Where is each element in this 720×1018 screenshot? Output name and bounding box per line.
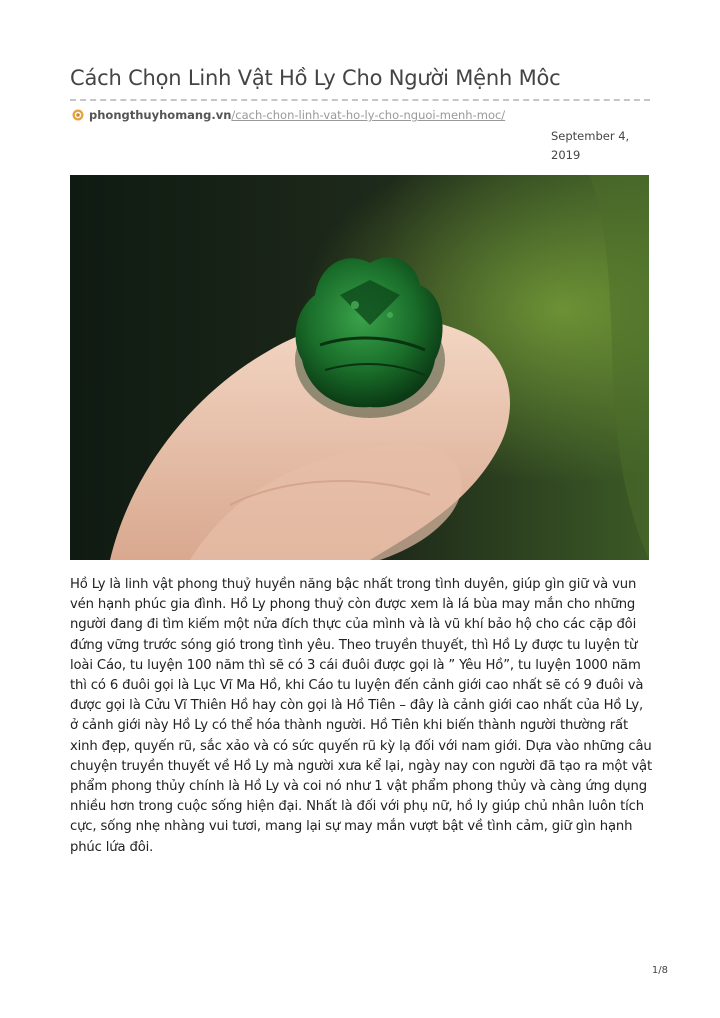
article-body: Hồ Ly là linh vật phong thuỷ huyền năng bậc nhất trong tình duyên, giúp gìn giữ và vun vén hạnh phúc gia đình. Hồ Ly phong thuỷ còn được xem là lá bùa may mắn cho những người đang đi tìm kiếm một nửa đích thực của mình và là vũ khí bảo hộ cho các cặp đôi đứng vững trước sóng gió trong tình yêu. Theo truyền thuyết, thì Hồ Ly được tu luyện từ loài Cáo, tu luyện 100 năm thì sẽ có 3 cái đuôi được gọi là ” Yêu Hồ”, tu luyện 1000 năm thì có 6 đuôi gọi là Lục Vĩ Ma Hồ, khi Cáo tu luyện đến cảnh giới cao nhất sẽ có 9 đuôi và được gọi là Cửu Vĩ Thiên Hồ hay còn gọi là Hồ Tiên – đây là cảnh giới cao nhất của Hồ Ly, ở cảnh giới này Hồ Ly có thể hóa thành người. Hồ Tiên khi biến thành người thường rất xinh đẹp, quyến rũ, sắc xảo và có sức quyến rũ kỳ lạ đối với nam giới. Dựa vào những câu chuyện truyền thuyết về Hồ Ly mà người xưa kể lại, ngày nay con người đã tạo ra một vật phẩm phong thủy chính là Hồ Ly và coi nó như 1 vật phẩm phong thủy và càng ứng dụng nhiều hơn trong cuộc sống hiện đại. Nhất là đối với phụ nữ, hồ ly giúp chủ nhân luôn tích cực, sống nhẹ nhàng vui tươi, mang lại sự may mắn vượt bật về tình cảm, giữ gìn hạnh phúc lứa đôi.: [70, 577, 652, 855]
source-line: [72, 107, 652, 123]
favicon-icon: [72, 109, 84, 121]
publish-date: September 4, 2019: [551, 129, 630, 162]
page-title: Cách Chọn Linh Vật Hồ Ly Cho Người Mệnh Môc: [70, 66, 561, 90]
source-domain-link[interactable]: phongthuyhomang.vn: [89, 108, 232, 122]
source-path-link[interactable]: /cach-chon-linh-vat-ho-ly-cho-nguoi-menh-moc/: [231, 108, 506, 122]
article-photo: [70, 175, 649, 560]
title-divider: [70, 99, 650, 101]
page-number: 1/8: [651, 965, 668, 976]
